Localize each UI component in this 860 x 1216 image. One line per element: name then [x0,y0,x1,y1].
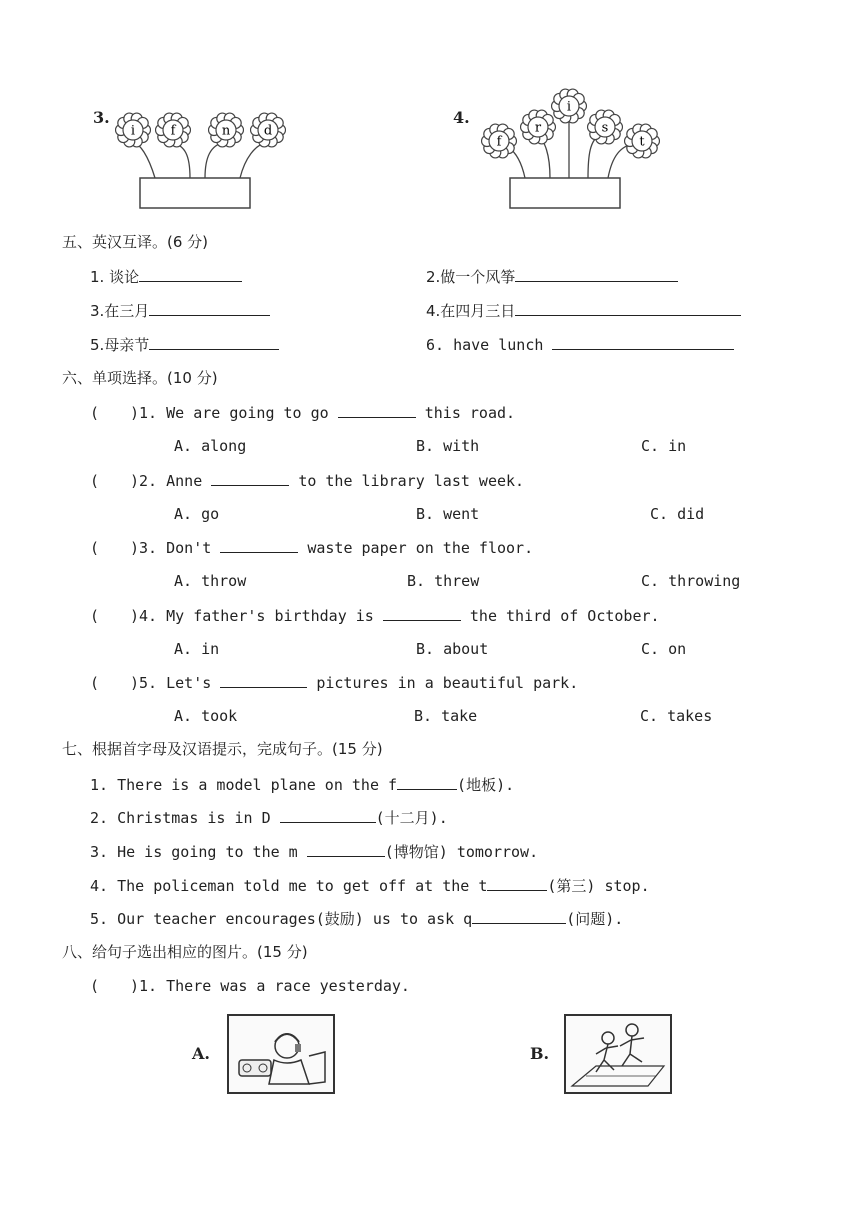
section6-heading: 六、单项选择。(10 分) [62,369,218,387]
mcq-option[interactable]: C. in [641,437,687,455]
letter-flower [587,109,623,145]
puzzle-number: 4. [453,108,470,127]
question-stem: My father's birthday is [166,607,374,625]
flower-letter: s [601,120,609,136]
sentence-start: 1. There is a model plane on the f [90,776,398,794]
sentence-end: (博物馆) tomorrow. [384,843,539,861]
sentence-item [90,842,538,861]
item-label: 6. have lunch [426,336,544,354]
answer-blank[interactable] [220,673,307,688]
question-stem-end: pictures in a beautiful park. [316,674,579,692]
option-label: A. [192,1044,210,1063]
mcq-option[interactable]: C. on [641,640,687,658]
sentence-start: 3. He is going to the m [90,843,298,861]
mcq-option[interactable]: C. did [650,505,705,523]
mcq-question [90,606,660,625]
item-label: 1. 谈论 [90,268,140,286]
question-text: There was a race yesterday. [166,977,410,995]
item-label: 5.母亲节 [90,336,150,354]
sentence-item [90,775,514,794]
answer-blank[interactable] [149,301,270,316]
answer-blank[interactable] [211,471,289,486]
item-label: 3.在三月 [90,302,150,320]
mcq-option[interactable]: C. throwing [641,572,741,590]
sentence-end: (问题). [566,910,624,928]
question-number: )1. [130,977,158,995]
puzzle-number: 3. [93,108,110,127]
picture-question: ( )1. There was a race yesterday. [90,977,410,995]
question-stem-end: to the library last week. [298,472,525,490]
translation-item [90,335,279,354]
picture-option-a[interactable] [227,1014,335,1094]
letter-flower [115,112,151,148]
sentence-start: 4. The policeman told me to get off at the t [90,877,488,895]
letter-flower [551,88,587,124]
answer-paren[interactable]: ( [90,404,100,422]
option-label: B. [530,1044,550,1063]
letter-flower [624,123,660,159]
letter-flower [250,112,286,148]
sentence-item [90,909,623,928]
question-stem-end: this road. [424,404,516,422]
answer-blank[interactable] [139,267,242,282]
translation-item [90,301,270,320]
letter-flower [481,123,517,159]
answer-paren[interactable]: ( [90,472,100,490]
sentence-end: (地板). [457,776,515,794]
flower-letter: t [639,134,645,150]
mcq-option[interactable]: B. about [416,640,489,658]
mcq-option[interactable]: B. threw [407,572,480,590]
mcq-option[interactable]: A. throw [174,572,247,590]
mcq-question [90,471,524,490]
question-stem: Don't [166,539,212,557]
answer-blank[interactable] [472,909,566,924]
picture-option-b[interactable] [564,1014,672,1094]
mcq-question [90,538,533,557]
sentence-end: (第三) stop. [547,877,650,895]
flower-letter: f [170,123,176,139]
question-number: )4. [130,607,158,625]
answer-paren[interactable]: ( [90,607,100,625]
translation-item [426,267,678,286]
answer-blank[interactable] [515,267,678,282]
mcq-option[interactable]: A. in [174,640,220,658]
section8-heading: 八、给句子选出相应的图片。(15 分) [62,943,308,961]
flower-letter: r [534,120,542,136]
sentence-start: 2. Christmas is in D [90,809,271,827]
question-stem-end: waste paper on the floor. [307,539,534,557]
question-number: )5. [130,674,158,692]
boy-with-radio-illustration [229,1016,333,1092]
answer-blank[interactable] [307,842,385,857]
mcq-option[interactable]: B. went [416,505,480,523]
answer-paren[interactable]: ( [90,674,100,692]
sentence-item [90,808,448,827]
answer-paren[interactable]: ( [90,539,100,557]
item-label: 4.在四月三日 [426,302,516,320]
flower-letter: n [221,123,231,139]
mcq-option[interactable]: A. took [174,707,238,725]
flower-letter: i [130,123,136,139]
answer-blank[interactable] [383,606,461,621]
answer-blank[interactable] [149,335,279,350]
mcq-option[interactable]: B. take [414,707,478,725]
mcq-option[interactable]: B. with [416,437,480,455]
sentence-item [90,876,650,895]
answer-blank[interactable] [487,876,547,891]
sentence-start: 5. Our teacher encourages(鼓励) us to ask q [90,910,473,928]
question-number: )3. [130,539,158,557]
answer-blank[interactable] [280,808,376,823]
question-stem: We are going to go [166,404,329,422]
running-race-illustration [566,1016,670,1092]
question-number: )1. [130,404,158,422]
flower-letter: f [496,134,502,150]
mcq-option[interactable]: A. go [174,505,220,523]
mcq-question [90,673,578,692]
question-number: )2. [130,472,158,490]
mcq-question [90,403,515,422]
translation-item [426,335,734,354]
answer-blank[interactable] [552,335,734,350]
item-label: 2.做一个风筝 [426,268,516,286]
mcq-option[interactable]: C. takes [640,707,713,725]
question-stem: Anne [166,472,203,490]
mcq-option[interactable]: A. along [174,437,247,455]
section5-heading: 五、英汉互译。(6 分) [62,233,209,251]
letter-flower [155,112,191,148]
letter-flower [208,112,244,148]
sentence-end: (十二月). [375,809,448,827]
question-stem-end: the third of October. [469,607,660,625]
translation-item [426,301,741,320]
answer-blank[interactable] [515,301,741,316]
answer-blank[interactable] [397,775,457,790]
flower-letter: d [263,123,273,139]
question-stem: Let's [166,674,212,692]
answer-blank[interactable] [220,538,298,553]
translation-item [90,267,242,286]
answer-blank[interactable] [338,403,416,418]
flower-letter: i [566,99,572,115]
section7-heading: 七、根据首字母及汉语提示，完成句子。(15 分) [62,740,383,758]
